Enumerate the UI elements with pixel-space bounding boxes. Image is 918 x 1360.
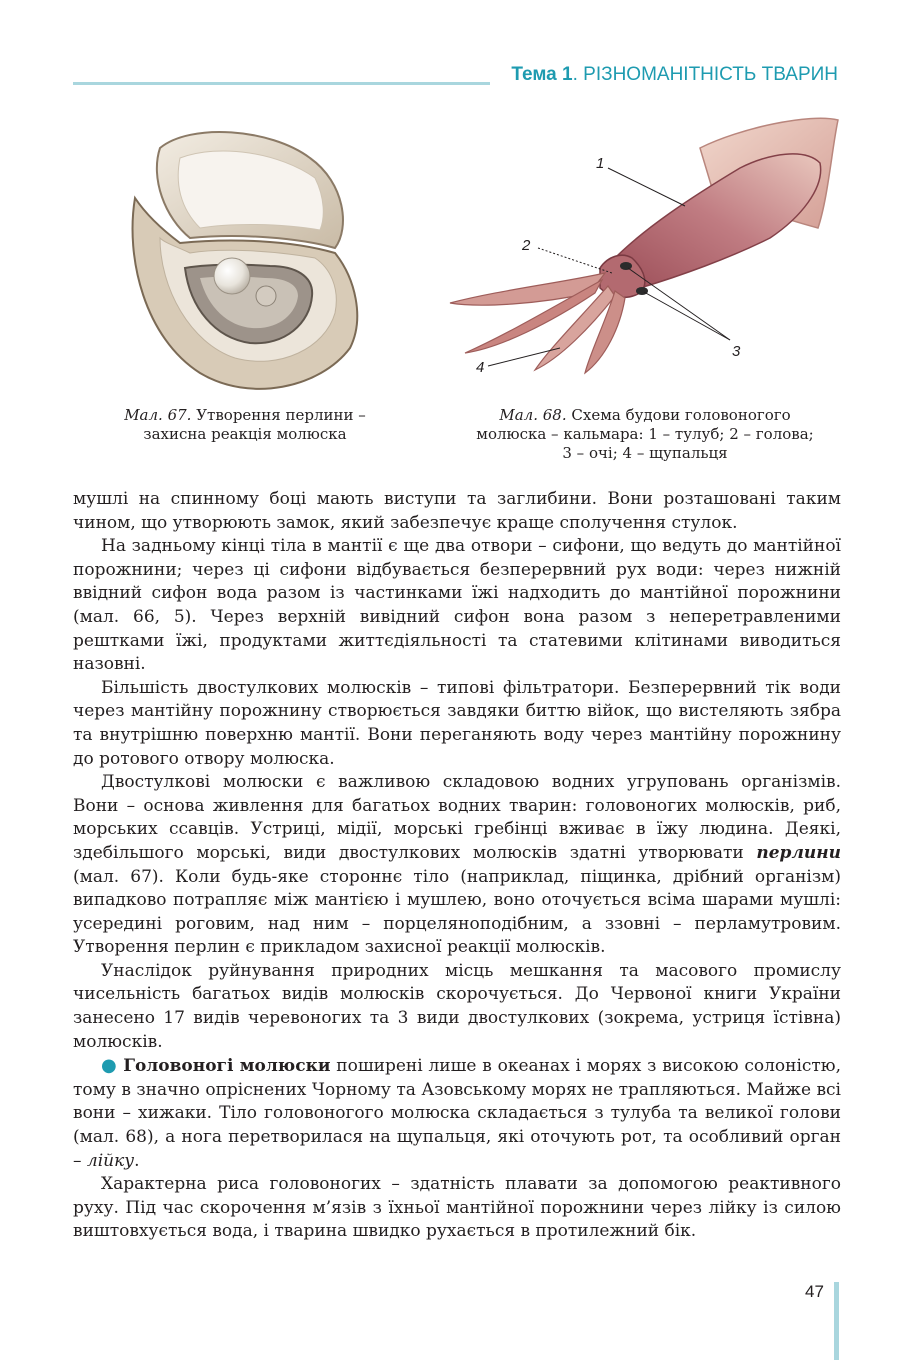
paragraph-6-end: .	[134, 1150, 140, 1171]
paragraph-2: На задньому кінці тіла в мантії є ще два отвори – сифони, що ведуть до мантійної порожнини; через ці сифони відбувається безперервний рух води: через нижній ввідний сифон вода разом із частинками їжі надходить до мантійної порожнини (мал. 66, 5). Через верхній вивідний сифон вона разом з неперетравленими рештками їжі, продуктами життєдіяльності та статевими клітинами виводиться назовні.	[73, 536, 841, 675]
paragraph-7: Характерна риса головоногих – здатність плавати за допомогою реактивного руху. Під час скорочення м’язів з їхньої мантійної порожнини через лійку із силою виштовхується вода, і тварина швидко рухається в протилежний бік.	[73, 1174, 841, 1242]
page-number: 47	[805, 1282, 824, 1301]
callout-1: 1	[596, 155, 605, 172]
paragraph-5: Унаслідок руйнування природних місць мешкання та масового промислу чисельність багатьох видів молюсків скорочується. До Червоної книги України занесено 17 видів черевоногих та 3 види двостулкових (зокрема, устриця їстівна) молюсків.	[73, 960, 841, 1052]
running-header	[511, 64, 838, 86]
paragraph-4-start: Двостулкові молюски є важливою складовою водних угруповань організмів. Вони – основа живлення для багатьох водних тварин: головоногих молюсків, риб, морських ссавців. Устриці, мідії, морські гребінці вживає в їжу людина. Деякі, здебільшого морські, види двостулкових молюсків здатні утворювати	[73, 772, 841, 863]
page-side-bar	[834, 1282, 839, 1360]
header-rule	[73, 82, 490, 85]
term-cephalopods: Головоногі молюски	[123, 1056, 331, 1077]
paragraph-6-middle: поширені лише в океанах і морях з високою солоністю, тому в значно опріснених Чорному та Азовському морях не трапляються. Майже всі вони – хижаки. Тіло головоногого молюска складається з тулуба та великої голови (мал. 68), а нога перетворилася на щупальця, які оточують рот, та особливий орган –	[73, 1056, 842, 1171]
callout-4: 4	[476, 359, 485, 376]
figure-67-text: Утворення перлини – захисна реакція молюска	[143, 406, 366, 443]
bullet-icon: ●	[101, 1055, 124, 1077]
squid-eye-upper	[620, 262, 632, 270]
callout-3: 3	[732, 343, 741, 360]
paragraph-1: мушлі на спинному боці мають виступи та заглибини. Вони розташовані таким чином, що утворюють замок, який забезпечує краще сполучення стулок.	[73, 489, 841, 533]
body-text	[73, 488, 841, 1244]
squid-diagram	[440, 108, 850, 388]
figure-68-text: Схема будови головоногого молюска – кальмара: 1 – тулуб; 2 – голова; 3 – очі; 4 – щупальця	[476, 406, 814, 462]
term-funnel: лійку	[86, 1150, 135, 1171]
topic-label: Тема 1	[511, 64, 573, 85]
topic-separator: .	[572, 64, 584, 85]
figure-67-caption	[100, 406, 390, 444]
term-pearls: перлини	[756, 842, 841, 863]
paragraph-4-end: (мал. 67). Коли будь-яке стороннє тіло (наприклад, піщинка, дрібний організм) випадково потрапляє між мантією і мушлею, воно оточується всіма шарами мушлі: усередині роговим, над ним – порцеляноподібним, а ззовні – перламутровим. Утворення перлин є прикладом захисної реакції молюсків.	[73, 866, 841, 958]
topic-title: РІЗНОМАНІТНІСТЬ ТВАРИН	[583, 64, 838, 85]
paragraph-4	[73, 771, 841, 960]
callout-2: 2	[522, 237, 531, 254]
paragraph-6	[73, 1054, 841, 1173]
oyster-pearl-illustration	[120, 118, 370, 398]
figure-68-label: Мал. 68.	[499, 406, 567, 424]
paragraph-3: Більшість двостулкових молюсків – типові фільтратори. Безперервний тік води через мантійну порожнину створюється завдяки биттю війок, що вистеляють зябра та внутрішню поверхню мантії. Вони переганяють воду через мантійну порожнину до ротового отвору молюска.	[73, 677, 841, 769]
figure-68-caption	[470, 406, 820, 463]
figure-67-label: Мал. 67.	[124, 406, 192, 424]
